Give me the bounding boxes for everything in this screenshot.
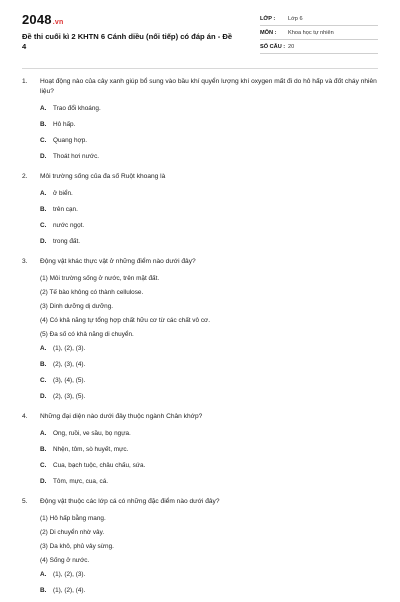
option-letter: B. — [40, 446, 47, 453]
option-letter: B. — [40, 361, 47, 368]
question — [22, 412, 378, 493]
option-letter: A. — [40, 430, 47, 437]
option-text: nước ngọt. — [53, 222, 85, 229]
question-number: 2. — [22, 173, 28, 180]
exam-meta — [260, 12, 378, 68]
statement: (2) Di chuyển nhờ vây. — [40, 529, 105, 536]
question-text: Động vật thuộc các lớp cá có những đặc điểm nào dưới đây? — [40, 498, 220, 505]
meta-value: 20 — [288, 43, 295, 50]
logo-main: 2048 — [22, 12, 52, 27]
question-row — [22, 77, 378, 97]
option-text: Thoát hơi nước. — [53, 153, 100, 160]
answer-option[interactable] — [40, 477, 213, 487]
question-row — [22, 172, 378, 182]
meta-label: MÔN : — [260, 29, 277, 36]
statement: (4) Có khả năng tự tổng hợp chất hữu cơ từ các chất vô cơ. — [40, 317, 210, 324]
question-text: Hoạt động nào của cây xanh giúp bổ sung vào bầu khí quyển lượng khí oxygen mất đi do hô hấp và đốt cháy nhiên liệu? — [40, 78, 377, 95]
meta-value: Lớp 6 — [288, 15, 303, 22]
answer-option[interactable] — [40, 360, 213, 370]
option-text: (3), (4), (5). — [53, 377, 86, 384]
document-title: Đề thi cuối kì 2 KHTN 6 Cánh diều (nối tiếp) có đáp án - Đề 4 — [22, 32, 233, 51]
question-row — [22, 412, 378, 422]
option-letter: C. — [40, 377, 47, 384]
answer-option[interactable] — [40, 392, 213, 402]
answer-option[interactable] — [40, 376, 213, 386]
option-text: ở biển. — [53, 190, 73, 197]
meta-label: SỐ CÂU : — [260, 43, 286, 50]
question-number: 5. — [22, 498, 28, 505]
logo-suffix: .vn — [52, 19, 64, 26]
option-text: (2), (3), (4). — [53, 361, 86, 368]
site-logo[interactable] — [22, 12, 236, 27]
option-letter: A. — [40, 345, 47, 352]
option-letter: D. — [40, 393, 47, 400]
option-letter: C. — [40, 462, 47, 469]
answer-option[interactable] — [40, 136, 213, 146]
statement: (4) Sống ở nước. — [40, 557, 90, 564]
question — [22, 77, 378, 168]
option-text: (1), (2), (4). — [53, 587, 86, 594]
option-letter: B. — [40, 121, 47, 128]
statement: (3) Da khô, phủ vảy sừng. — [40, 543, 114, 550]
answer-option[interactable] — [40, 152, 213, 162]
question — [22, 172, 378, 253]
option-letter: C. — [40, 137, 47, 144]
answer-option[interactable] — [40, 344, 213, 354]
question-number: 4. — [22, 413, 28, 420]
answer-options — [22, 104, 378, 168]
option-letter: A. — [40, 571, 47, 578]
option-letter: D. — [40, 478, 47, 485]
statement: (1) Môi trường sống ở nước, trên mặt đất. — [40, 275, 160, 282]
answer-options — [22, 189, 378, 253]
answer-option[interactable] — [40, 461, 213, 471]
option-text: Trao đổi khoáng. — [53, 105, 101, 112]
option-letter: B. — [40, 587, 47, 594]
question-text: Môi trường sống của đa số Ruột khoang là — [40, 173, 166, 180]
answer-option[interactable] — [40, 120, 213, 130]
header-left — [22, 12, 236, 68]
question-text: Những đại diện nào dưới đây thuộc ngành Chân khớp? — [40, 413, 203, 420]
answer-option[interactable] — [40, 221, 213, 231]
option-letter: A. — [40, 190, 47, 197]
answer-option[interactable] — [40, 189, 213, 199]
meta-subject — [260, 26, 378, 40]
answer-option[interactable] — [40, 445, 213, 455]
answer-options — [22, 344, 378, 408]
meta-label: LỚP : — [260, 15, 276, 22]
option-text: Cua, bạch tuộc, châu chấu, sứa. — [53, 462, 146, 469]
option-text: Tôm, mực, cua, cá. — [53, 478, 109, 485]
option-letter: B. — [40, 206, 47, 213]
question-text: Động vật khác thực vật ở những điểm nào dưới đây? — [40, 258, 196, 265]
answer-options — [22, 429, 378, 493]
option-text: trên cạn. — [53, 206, 78, 213]
header — [22, 0, 378, 68]
option-text: Nhện, tôm, sò huyết, mực. — [53, 446, 129, 453]
option-letter: D. — [40, 153, 47, 160]
option-letter: A. — [40, 105, 47, 112]
option-text: (1), (2), (3). — [53, 571, 86, 578]
answer-option[interactable] — [40, 586, 213, 596]
question — [22, 257, 378, 408]
option-text: (1), (2), (3). — [53, 345, 86, 352]
meta-value: Khoa học tự nhiên — [288, 29, 334, 36]
answer-option[interactable] — [40, 429, 213, 439]
statement: (3) Dinh dưỡng dị dưỡng. — [40, 303, 114, 310]
answer-option[interactable] — [40, 205, 213, 215]
question-list — [22, 77, 378, 602]
statement: (1) Hô hấp bằng mang. — [40, 515, 106, 522]
meta-grade — [260, 12, 378, 26]
answer-option[interactable] — [40, 104, 213, 114]
option-text: Quang hợp. — [53, 137, 88, 144]
meta-question-count — [260, 40, 378, 54]
option-text: trong đất. — [53, 238, 81, 245]
option-letter: D. — [40, 238, 47, 245]
option-text: (2), (3), (5). — [53, 393, 86, 400]
statement: (5) Đa số có khả năng di chuyển. — [40, 331, 134, 338]
question-number: 1. — [22, 78, 28, 85]
question-row — [22, 257, 378, 267]
header-divider — [22, 68, 378, 69]
answer-option[interactable] — [40, 570, 213, 580]
question-number: 3. — [22, 258, 28, 265]
option-letter: C. — [40, 222, 47, 229]
question-row — [22, 497, 378, 507]
answer-option[interactable] — [40, 237, 213, 247]
option-text: Hô hấp. — [53, 121, 76, 128]
statement: (2) Tế bào không có thành cellulose. — [40, 289, 144, 296]
question — [22, 497, 378, 602]
option-text: Ong, ruồi, ve sầu, bọ ngựa. — [53, 430, 131, 437]
answer-options — [22, 570, 378, 602]
